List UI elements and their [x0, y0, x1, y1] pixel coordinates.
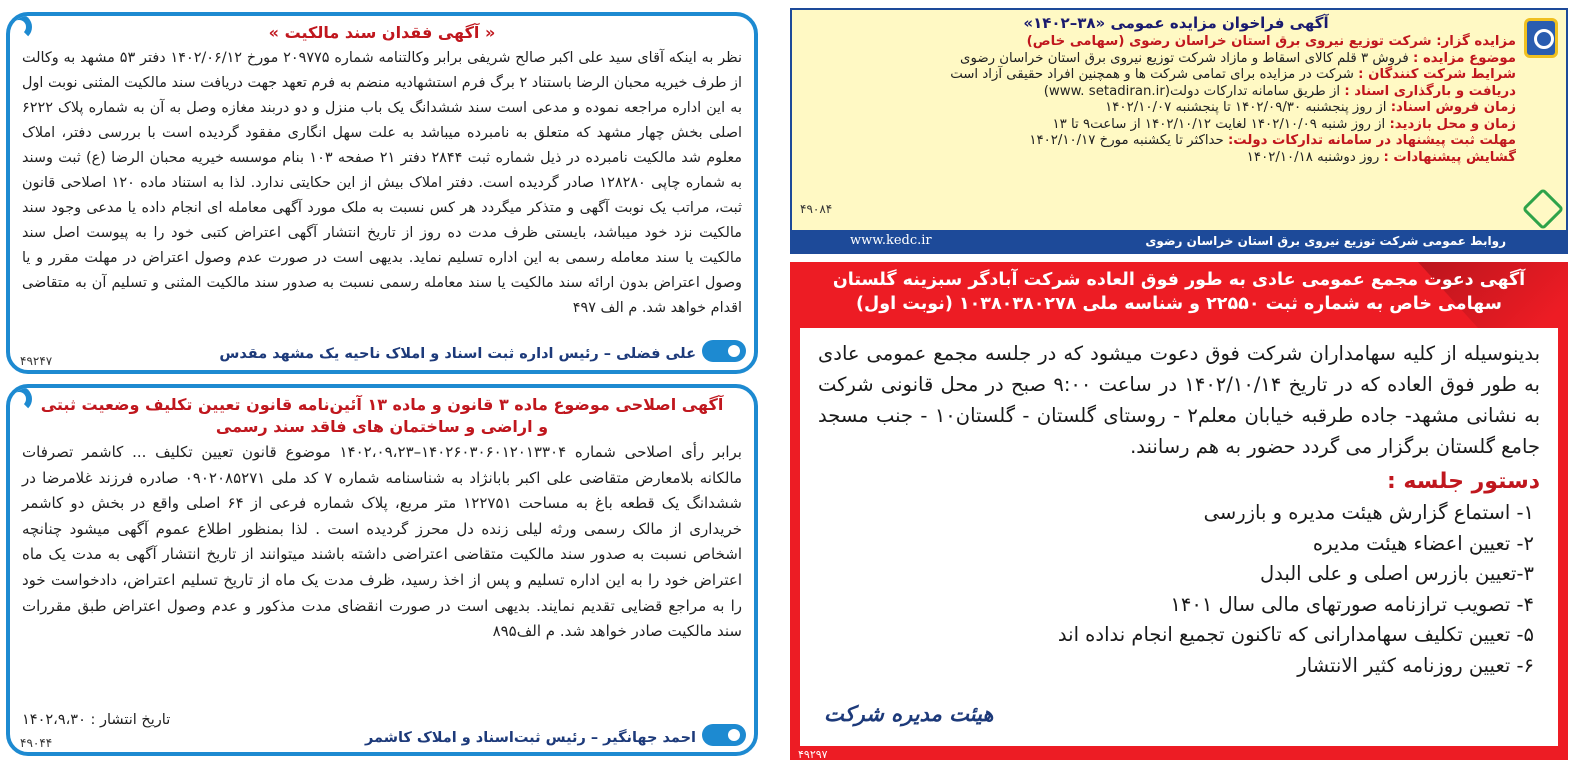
- ad-loss-of-deed: [6, 12, 758, 374]
- auction-row: مزایده گزار: شرکت توزیع نیروی برق استان خراسان رضوی (سهامی خاص): [1026, 34, 1516, 49]
- emblem-logo-icon: [1522, 188, 1564, 230]
- ad-auction-footer: [792, 230, 1566, 252]
- auction-row: مهلت ثبت پیشنهاد در سامانه تدارکات دولت: حداکثر تا یکشنبه مورخ ۱۴۰۲/۱۰/۱۷: [1029, 133, 1516, 148]
- ad-correction-title-line1: آگهی اصلاحی موضوع ماده ۳ قانون و ماده ۱۳ آئین‌نامه قانون تعیین تکلیف وضعیت ثبتی: [40, 395, 724, 414]
- auction-row: زمان و محل بازدید: از روز شنبه ۱۴۰۲/۱۰/۰۹ لغایت ۱۴۰۲/۱۰/۱۲ از ساعت۹ تا ۱۳: [1052, 116, 1516, 132]
- auction-row: زمان فروش اسناد: از روز پنجشنبه ۱۴۰۲/۰۹/۳۰ تا پنجشنبه ۱۴۰۲/۱۰/۰۷: [1105, 100, 1516, 115]
- ad-loss-title: « آگهی فقدان سند مالکیت »: [268, 23, 496, 42]
- agenda-item: ۴- تصویب ترازنامه صورتهای مالی سال ۱۴۰۱: [1170, 592, 1534, 616]
- ad-correction-publish-date: تاریخ انتشار : ۱۴۰۲،۹،۳۰: [22, 712, 171, 728]
- company-logo-icon: [1524, 18, 1558, 58]
- ad-correction-notice: [6, 384, 758, 756]
- ad-loss-code: ۴۹۲۴۷: [20, 354, 53, 368]
- sign-ornament-icon: [702, 340, 746, 362]
- curl-ornament-icon: [6, 386, 32, 412]
- agenda-item: ۵- تعیین تکلیف سهامدارانی که تاکنون تجمیع انجام نداده اند: [1057, 623, 1534, 646]
- ad-loss-signature: علی فضلی – رئیس اداره ثبت اسناد و املاک ناحیه یک مشهد مقدس: [219, 346, 696, 362]
- ad-invite-head-line2: سهامی خاص به شماره ثبت ۲۲۵۵۰ و شناسه ملی ۱۰۳۸۰۳۸۰۲۷۸ (نوبت اول): [856, 294, 1502, 314]
- auction-row: موضوع مزایده : فروش ۳ قلم کالای اسقاط و مازاد شرکت توزیع نیروی برق استان خراسان رضوی: [960, 50, 1516, 66]
- auction-website-link[interactable]: www.kedc.ir: [850, 233, 932, 248]
- agenda-item: ۲- تعیین اعضاء هیئت مدیره: [1312, 531, 1534, 555]
- auction-footer-text: روابط عمومی شرکت توزیع نیروی برق استان خراسان رضوی: [1145, 234, 1506, 248]
- ad-invite-head: [790, 262, 1568, 324]
- curl-ornament-icon: [6, 14, 32, 40]
- ad-correction-body: برابر رأی اصلاحی شماره ۱۴۰۲۶۰۳۰۶۰۱۲۰۱۳۳۰۴–۱۴۰۲،۰۹،۲۳ موضوع قانون تعیین تکلیف ... کاشمر تصرفات مالکانه بلامعارض متقاضی علی اکبر بابانژاد به شناسنامه شماره ۷ کد ملی ۰۹۰۲۰۸۵۲۷۱ صادره فرزند غلامرضا در ششدانگ یک قطعه باغ به مساحت ۱۲۲۷۵۱ متر مربع، پلاک شماره فرعی از ۶۴ اصلی واقع در بخش دو کاشمر خریداری از مالک رسمی ورثه لیلی زنده دل محرز گردیده است . لذا بمنظور اطلاع عموم آگهی میشود چنانچه اشخاص نسبت به صدور سند مالکیت متقاضی اعتراضی داشته باشند میتوانند از تاریخ انتشار آگهی به مدت یک ماه اعتراض خود را به این اداره تسلیم و پس از اخذ رسید، ظرف مدت یک ماه از تاریخ تسلیم اعتراض، دادخواست خود را به مراجع قضایی تقدیم نمایند. بدیهی است در صورت انقضای مدت مذکور و عدم وصول اعتراض طبق مقررات سند مالکیت صادر خواهد شد. م الف۸۹۵: [22, 443, 742, 641]
- agenda-item: ۳-تعیین بازرس اصلی و علی البدل: [1259, 562, 1534, 585]
- auction-row: دریافت و بارگذاری اسناد : از طریق سامانه تدارکات دولت(www. setadiran.ir): [1043, 83, 1516, 99]
- ad-correction-title-line2: و اراضی و ساختمان های فاقد سند رسمی: [215, 417, 549, 436]
- agenda-list: [818, 498, 1540, 681]
- ad-invite-board-signature: هیئت مدیره شرکت: [824, 702, 994, 726]
- ad-assembly-invitation: [790, 262, 1568, 760]
- agenda-item: ۶- تعیین روزنامه کثیر الانتشار: [1297, 653, 1534, 677]
- ad-auction-title: آگهی فراخوان مزایده عمومی «۳۸–۱۴۰۲»: [1023, 14, 1329, 32]
- auction-row: گشایش پیشنهادات : روز دوشنبه ۱۴۰۲/۱۰/۱۸: [1246, 149, 1516, 165]
- sign-ornament-icon: [702, 724, 746, 746]
- ad-invite-head-line1: آگهی دعوت مجمع عمومی عادی به طور فوق العاده شرکت آبادگر سبزینه گلستان: [832, 270, 1526, 290]
- ad-invite-code: ۴۹۲۹۷: [798, 748, 828, 760]
- ad-auction-call: [790, 8, 1568, 254]
- ad-correction-code: ۴۹۰۴۴: [20, 736, 53, 750]
- ad-auction-code: ۴۹۰۸۴: [800, 202, 833, 216]
- ad-correction-signature: احمد جهانگیر – رئیس ثبت‌اسناد و املاک کاشمر: [364, 730, 696, 746]
- agenda-title: دستور جلسه :: [1386, 469, 1540, 494]
- agenda-item: ۱- استماع گزارش هیئت مدیره و بازرسی: [1203, 501, 1534, 524]
- ad-invite-body: بدینوسیله از کلیه سهامداران شرکت فوق دعوت میشود که در جلسه مجمع عمومی عادی به طور فوق العاده که در تاریخ ۱۴۰۲/۱۰/۱۴ در ساعت ۹:۰۰ صبح در محل قانونی شرکت به نشانی مشهد- جاده طرقبه خیابان معلم۲ - روستای گلستان - گلستان۱۰ - جنب مسجد جامع گلستان برگزار می گردد حضور به هم رسانند.: [818, 342, 1540, 458]
- ad-loss-body: نظر به اینکه آقای سید علی اکبر صالح شریفی برابر وکالتنامه شماره ۲۰۹۷۷۵ مورخ ۱۴۰۲/۰۶/۱۲ دفتر ۵۳ مشهد به وکالت از طرف خیریه محبان الرضا باستناد ۲ برگ فرم استشهادیه منضم به فرم تعهد جهت دریافت سند مالکیت المثنی نوبت اول به این اداره مراجعه نموده و مدعی است سند ششدانگ یک باب منزل و دو دربند مغازه وصل به آن به شماره پلاک ۶۲۲۲ اصلی بخش چهار مشهد که متعلق به نامبرده میباشد به علت سهل انگاری مفقود گردیده است با بررسی دفتر، املاک معلوم شد مالکیت نامبرده در ذیل شماره ثبت ۲۸۴۴ دفتر ۲۱ صفحه ۱۰۳ بنام موسسه خیریه محبان الرضا (ع) ثبت وسند به شماره چاپی ۱۲۸۲۸۰ صادر گردیده است. دفتر املاک بیش از این حکایتی ندارد. لذا به استناد ماده ۱۲۰ اصلاحی قانون ثبت، مراتب یک نوبت آگهی و متذکر میگردد هر کس نسبت به ملک مورد آگهی معامله ای انجام داده یا مدعی وجود سند مالکیت نزد خود میباشد، بایستی ظرف مدت ده روز از تاریخ انتشار آگهی اعتراض کتبی خود را به پیوست اصل سند مالکیت یا سند معامله رسمی به این اداره تسلیم نماید. بدیهی است در صورت عدم وصول اعتراض در مهلت مقرر و یا وصول اعتراض بدون ارائه سند مالکیت یا سند معامله رسمی نسبت به صدور سند مالکیت المثنی و تسلیم آن به متقاضی اقدام خواهد شد. م الف ۴۹۷: [22, 50, 742, 316]
- ad-invite-panel: [800, 328, 1558, 746]
- auction-row: شرایط شرکت کنندگان : شرکت در مزایده برای تمامی شرکت ها و همچنین افراد حقیقی آزاد است: [950, 67, 1516, 82]
